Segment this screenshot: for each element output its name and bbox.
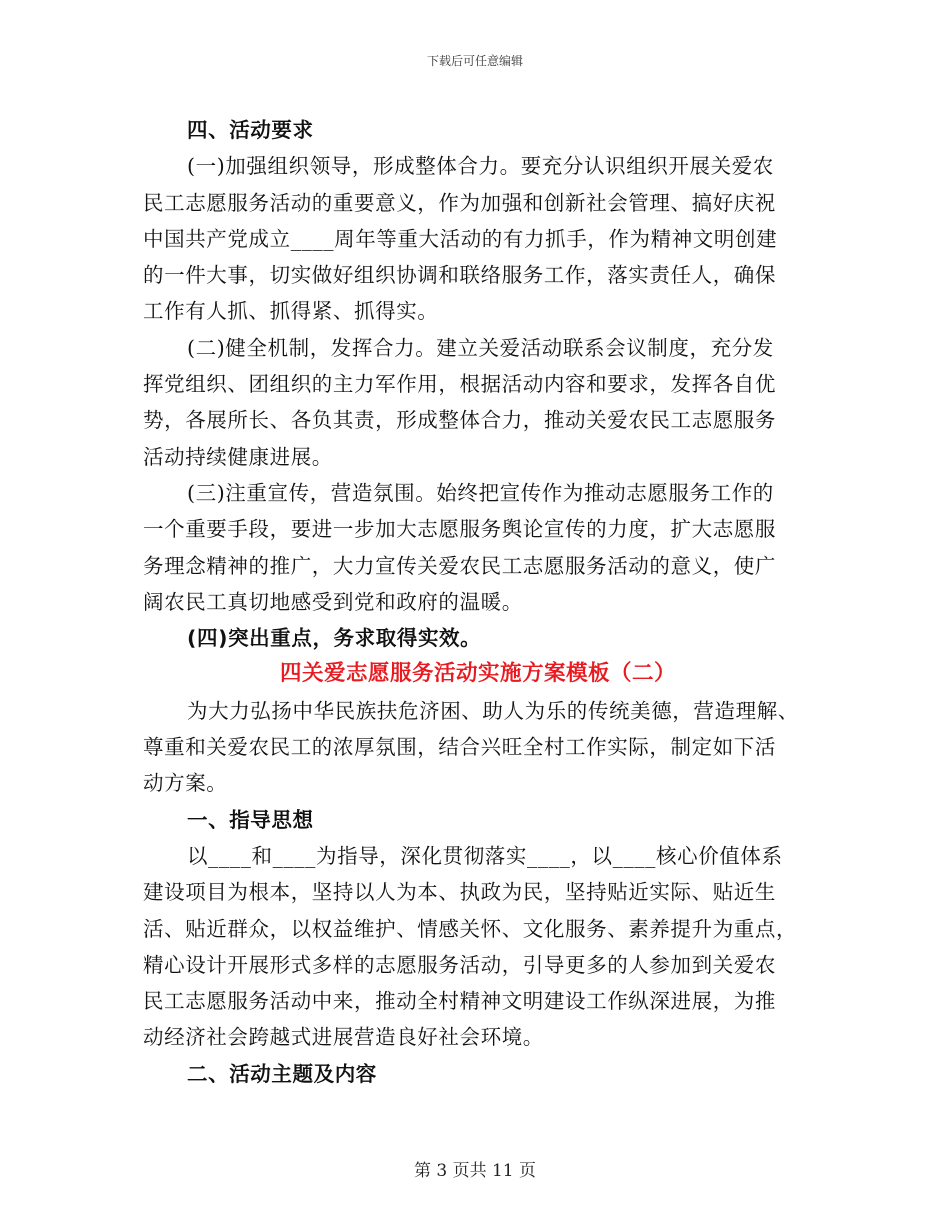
paragraph-line: 中国共产党成立____周年等重大活动的有力抓手，作为精神文明创建 [143, 226, 778, 251]
section-heading-theme-content: 二、活动主题及内容 [187, 1061, 377, 1086]
paragraph-line: 阔农民工真切地感受到党和政府的温暖。 [143, 589, 523, 614]
paragraph-line: 挥党组织、团组织的主力军作用，根据活动内容和要求，发挥各自优 [143, 372, 776, 397]
document-title: 四关爱志愿服务活动实施方案模板（二） [279, 661, 676, 687]
paragraph-line: 动经济社会跨越式进展营造良好社会环境。 [143, 1025, 544, 1050]
subheading-focus: (四)突出重点，务求取得实效。 [187, 626, 482, 651]
paragraph-line: (三)注重宣传，营造氛围。始终把宣传作为推动志愿服务工作的 [187, 480, 774, 505]
paragraph-line: 动方案。 [143, 771, 228, 796]
document-body [143, 112, 813, 1092]
paragraph-line: 民工志愿服务活动的重要意义，作为加强和创新社会管理、搞好庆祝 [143, 190, 776, 215]
paragraph-line: (二)健全机制，发挥合力。建立关爱活动联系会议制度，充分发 [187, 335, 774, 360]
paragraph-line: 活动持续健康进展。 [143, 444, 333, 469]
section-heading-guiding-ideology: 一、指导思想 [187, 807, 314, 832]
paragraph-line: 工作有人抓、抓得紧、抓得实。 [143, 299, 439, 324]
paragraph-line: 务理念精神的推广，大力宣传关爱农民工志愿服务活动的意义，使广 [143, 553, 776, 578]
paragraph-line: 以____和____为指导，深化贯彻落实____，以____核心价值体系 [187, 843, 783, 868]
section-heading-requirements: 四、活动要求 [187, 118, 314, 142]
paragraph-line: 一个重要手段，要进一步加大志愿服务舆论宣传的力度，扩大志愿服 [143, 517, 776, 542]
paragraph-line: 精心设计开展形式多样的志愿服务活动，引导更多的人参加到关爱农 [143, 952, 776, 977]
paragraph-line: 为大力弘扬中华民族扶危济困、助人为乐的传统美德，营造理解、 [187, 698, 799, 723]
paragraph-line: 活、贴近群众，以权益维护、情感关怀、文化服务、素养提升为重点， [143, 916, 798, 941]
paragraph-line: 建设项目为根本，坚持以人为本、执政为民，坚持贴近实际、贴近生 [143, 880, 776, 905]
paragraph-line: (一)加强组织领导，形成整体合力。要充分认识组织开展关爱农 [187, 154, 774, 179]
paragraph-line: 势，各展所长、各负其责，形成整体合力，推动关爱农民工志愿服务 [143, 408, 776, 433]
page-header: 下载后可任意编辑 [426, 54, 523, 68]
page-footer: 第 3 页共 11 页 [413, 1161, 537, 1181]
paragraph-line: 民工志愿服务活动中来，推动全村精神文明建设工作纵深进展，为推 [143, 989, 776, 1014]
paragraph-line: 尊重和关爱农民工的浓厚氛围，结合兴旺全村工作实际，制定如下活 [143, 735, 776, 760]
paragraph-line: 的一件大事，切实做好组织协调和联络服务工作，落实责任人，确保 [143, 263, 776, 288]
